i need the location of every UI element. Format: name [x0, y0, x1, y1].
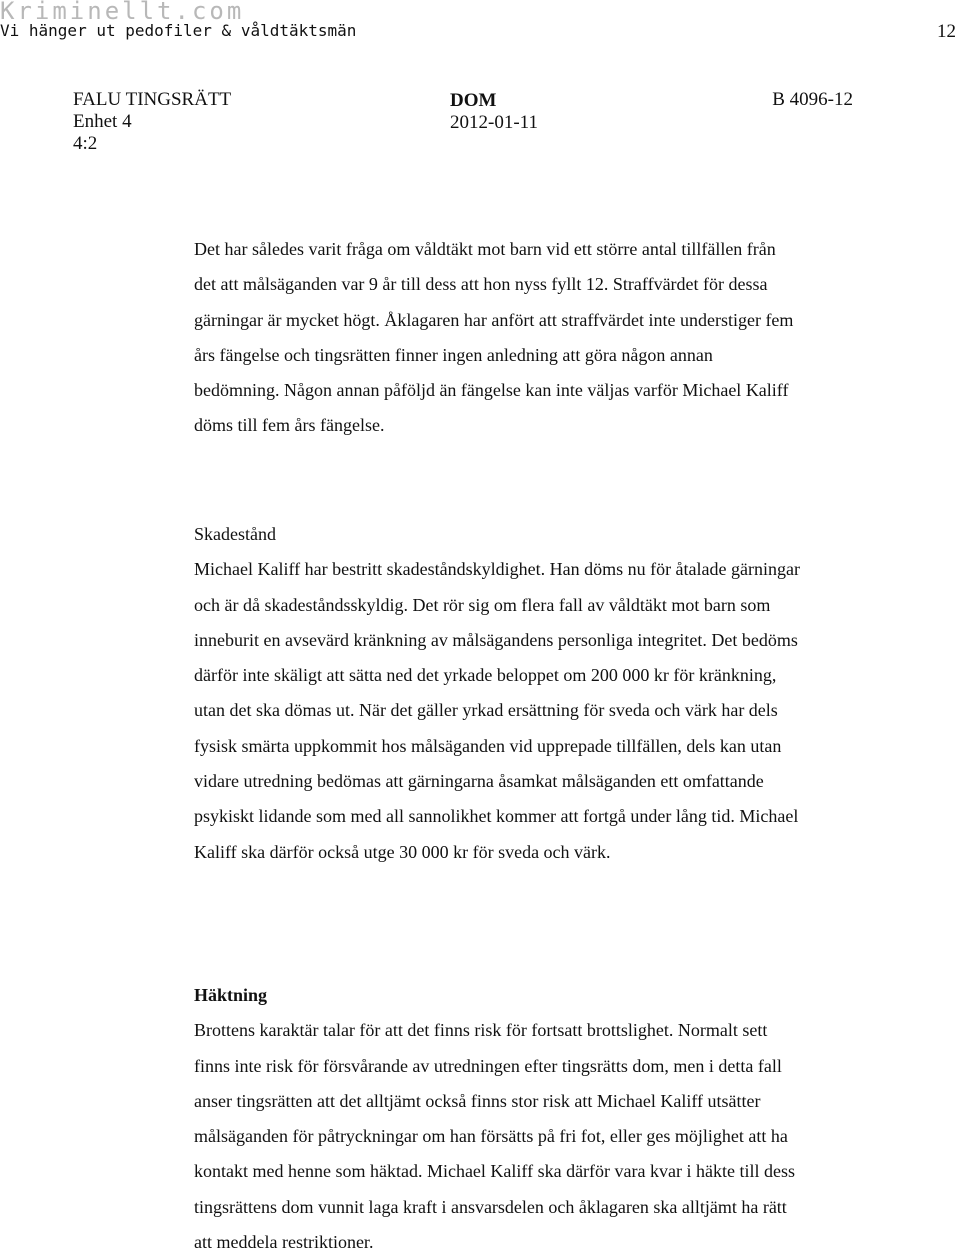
- text-line: och är då skadeståndsskyldig. Det rör sig om flera fall av våldtäkt mot barn som: [194, 594, 771, 615]
- text-line: vidare utredning bedömas att gärningarna åsamkat målsäganden ett omfattande: [194, 771, 764, 792]
- document-date: 2012-01-11: [450, 112, 538, 133]
- text-line: att meddela restriktioner.: [194, 1232, 374, 1253]
- text-line: Det har således varit fråga om våldtäkt mot barn vid ett större antal tillfällen från: [194, 239, 776, 259]
- court-name: FALU TINGSRÄTT: [73, 89, 232, 110]
- text-line: inneburit en avsevärd kränkning av målsägandens personliga integritet. Det bedöms: [194, 629, 798, 650]
- document-type-block: [450, 90, 538, 134]
- text-line: års fängelse och tingsrätten finner ingen anledning att göra någon annan: [194, 344, 713, 365]
- section-heading-damages: Skadestånd: [194, 524, 276, 544]
- court-unit: Enhet 4: [73, 111, 132, 132]
- text-line: utan det ska dömas ut. När det gäller yrkad ersättning för sveda och värk har dels: [194, 700, 778, 721]
- text-line: Kaliff ska därför också utge 30 000 kr för sveda och värk.: [194, 841, 611, 862]
- text-line: Brottens karaktär talar för att det finns risk för fortsatt brottslighet. Normalt sett: [194, 1020, 768, 1041]
- section-detention: [194, 978, 914, 1260]
- section-heading-detention: Häktning: [194, 985, 268, 1005]
- case-number: B 4096-12: [772, 89, 853, 110]
- text-line: målsäganden för påtryckningar om han försätts på fri fot, eller ges möjlighet att ha: [194, 1126, 788, 1147]
- text-line: psykiskt lidande som med all sannolikhet kommer att fortgå under lång tid. Michael: [194, 806, 799, 827]
- court-info: [73, 89, 231, 155]
- text-line: det att målsäganden var 9 år till dess att hon nyss fyllt 12. Straffvärdet för dessa: [194, 274, 768, 295]
- text-line: fysisk smärta uppkommit hos målsäganden vid upprepade tillfällen, dels kan utan: [194, 735, 782, 756]
- site-title: Kriminellt.com: [0, 0, 245, 25]
- text-line: tingsrättens dom vunnit laga kraft i ansvarsdelen och åklagaren ska alltjämt ha rätt: [194, 1196, 787, 1217]
- text-line: finns inte risk för försvårande av utredningen efter tingsrätts dom, men i detta fall: [194, 1055, 782, 1076]
- text-line: därför inte skäligt att sätta ned det yrkade beloppet om 200 000 kr för kränkning,: [194, 665, 777, 686]
- text-line: anser tingsrätten att det alltjämt också finns stor risk att Michael Kaliff utsätter: [194, 1090, 761, 1111]
- text-line: kontakt med henne som häktad. Michael Kaliff ska därför vara kvar i häkte till dess: [194, 1161, 795, 1182]
- page-number: 12: [937, 21, 956, 42]
- site-subtitle: Vi hänger ut pedofiler & våldtäktsmän: [0, 21, 357, 40]
- text-line: bedömning. Någon annan påföljd än fängelse kan inte väljas varför Michael Kaliff: [194, 380, 789, 401]
- document-type: DOM: [450, 90, 497, 111]
- paragraph-sentencing: [194, 232, 914, 444]
- text-line: döms till fem års fängelse.: [194, 415, 385, 436]
- text-line: Michael Kaliff har bestritt skadeståndskyldighet. Han döms nu för åtalade gärningar: [194, 559, 800, 580]
- court-section: 4:2: [73, 133, 98, 154]
- text-line: gärningar är mycket högt. Åklagaren har anfört att straffvärdet inte understiger fem: [194, 309, 794, 330]
- section-damages: [194, 517, 914, 870]
